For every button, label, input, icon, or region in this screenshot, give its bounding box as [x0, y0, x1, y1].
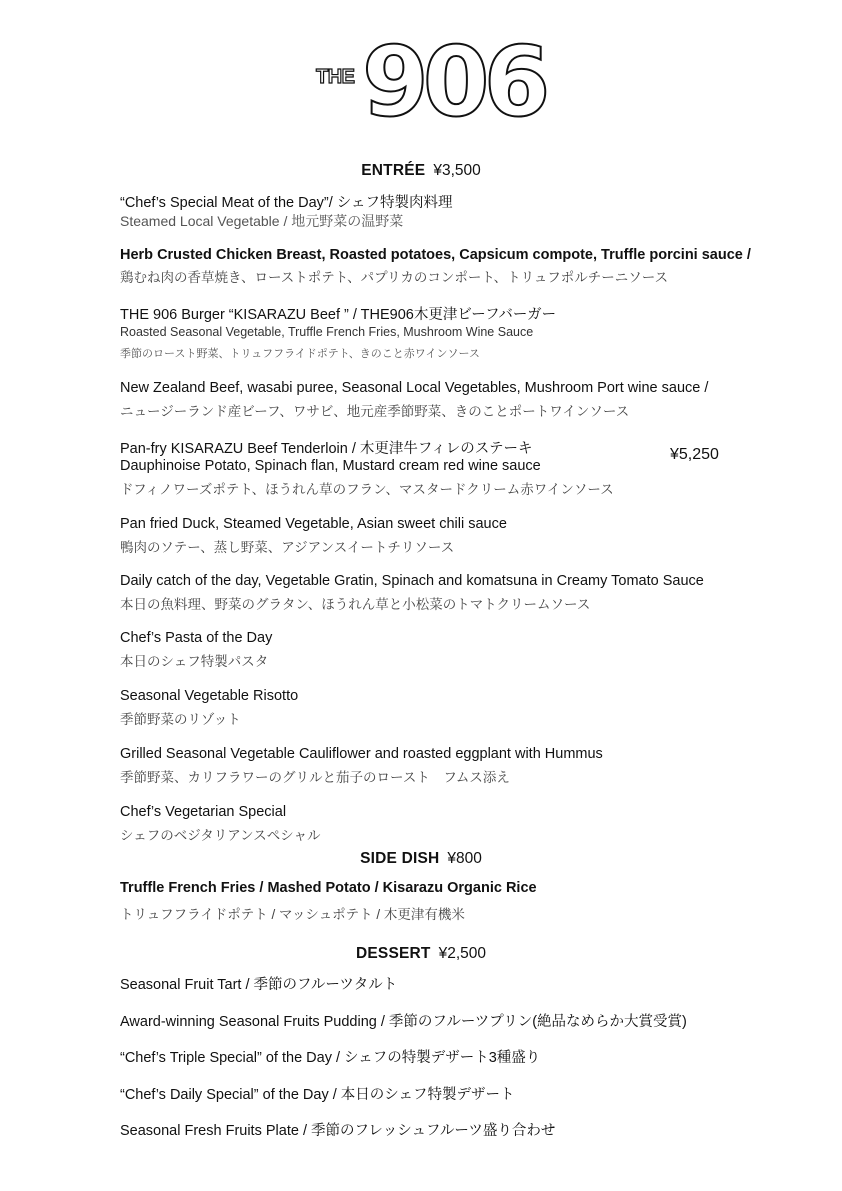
dessert-label: DESSERT	[355, 945, 431, 962]
dessert-item-3: “Chef’s Triple Special” of the Day / シェフの特製デザート3種盛り	[120, 1050, 541, 1066]
entree-item-3-sub: Roasted Seasonal Vegetable, Truffle French Fries, Mushroom Wine Sauce	[120, 325, 534, 339]
premium-price: ¥5,250	[670, 446, 719, 463]
dessert-item-1: Seasonal Fruit Tart / 季節のフルーツタルト	[120, 977, 398, 993]
side-dish-heading	[0, 850, 842, 868]
logo-number: 906	[362, 26, 545, 138]
dessert-item-2: Award-winning Seasonal Fruits Pudding / 季節のフルーツプリン(絶品なめらか大賞受賞)	[120, 1014, 687, 1030]
entree-item-3-jp: 季節のロースト野菜、トリュフフライドポテト、きのこと赤ワインソース	[120, 348, 480, 360]
dessert-item-4: “Chef’s Daily Special” of the Day / 本日のシェフ特製デザート	[120, 1087, 515, 1103]
entree-item-5-name: Pan-fry KISARAZU Beef Tenderloin / 木更津牛フィレのステーキ	[120, 441, 533, 457]
entree-item-2-jp: 鶏むね肉の香草焼き、ローストポテト、パプリカのコンポート、トリュフポルチーニソース	[120, 270, 669, 285]
dessert-price: ¥2,500	[438, 945, 487, 962]
side-dish-items: Truffle French Fries / Mashed Potato / Kisarazu Organic Rice	[120, 880, 537, 896]
logo-prefix: THE	[316, 66, 355, 88]
entree-item-6-name: Pan fried Duck, Steamed Vegetable, Asian sweet chili sauce	[120, 516, 507, 532]
entree-item-9-jp: 季節野菜のリゾット	[120, 712, 241, 727]
entree-item-3-name: THE 906 Burger “KISARAZU Beef ” / THE906木更津ビーフバーガー	[120, 307, 557, 323]
entree-label: ENTRÉE	[361, 162, 426, 179]
entree-item-8-jp: 本日のシェフ特製パスタ	[120, 654, 269, 669]
side-dish-label: SIDE DISH	[360, 850, 440, 867]
entree-item-5-sub: Dauphinoise Potato, Spinach flan, Mustard cream red wine sauce	[120, 458, 541, 474]
entree-item-5-jp: ドフィノワーズポテト、ほうれん草のフラン、マスタードクリーム赤ワインソース	[120, 482, 614, 497]
entree-item-10-name: Grilled Seasonal Vegetable Cauliflower and roasted eggplant with Hummus	[120, 746, 603, 762]
entree-item-4-jp: ニュージーランド産ビーフ、ワサビ、地元産季節野菜、きのことポートワインソース	[120, 404, 630, 419]
entree-item-7-name: Daily catch of the day, Vegetable Gratin, Spinach and komatsuna in Creamy Tomato Sauce	[120, 573, 704, 589]
dessert-item-5: Seasonal Fresh Fruits Plate / 季節のフレッシュフルーツ盛り合わせ	[120, 1123, 556, 1139]
entree-item-9-name: Seasonal Vegetable Risotto	[120, 688, 299, 704]
entree-item-1-sub: Steamed Local Vegetable / 地元野菜の温野菜	[120, 213, 404, 229]
entree-item-11-jp: シェフのベジタリアンスペシャル	[120, 828, 321, 843]
entree-item-10-jp: 季節野菜、カリフラワーのグリルと茄子のロースト フムス添え	[120, 770, 510, 785]
entree-item-6-jp: 鴨肉のソテー、蒸し野菜、アジアンスイートチリソース	[120, 540, 455, 555]
side-dish-items-jp: トリュフフライドポテト / マッシュポテト / 木更津有機米	[120, 907, 465, 922]
entree-item-8-name: Chef’s Pasta of the Day	[120, 630, 273, 646]
entree-item-11-name: Chef’s Vegetarian Special	[120, 804, 287, 820]
dessert-heading	[0, 945, 842, 963]
entree-price: ¥3,500	[433, 162, 481, 179]
entree-item-2-name: Herb Crusted Chicken Breast, Roasted potatoes, Capsicum compote, Truffle porcini sauce /	[120, 247, 751, 263]
entree-item-4-name: New Zealand Beef, wasabi puree, Seasonal Local Vegetables, Mushroom Port wine sauce /	[120, 380, 709, 396]
entree-heading	[0, 162, 842, 180]
side-dish-price: ¥800	[447, 850, 482, 867]
entree-item-1-name: “Chef’s Special Meat of the Day”/ シェフ特製肉料理	[120, 195, 453, 211]
entree-item-7-jp: 本日の魚料理、野菜のグラタン、ほうれん草と小松菜のトマトクリームソース	[120, 597, 591, 612]
